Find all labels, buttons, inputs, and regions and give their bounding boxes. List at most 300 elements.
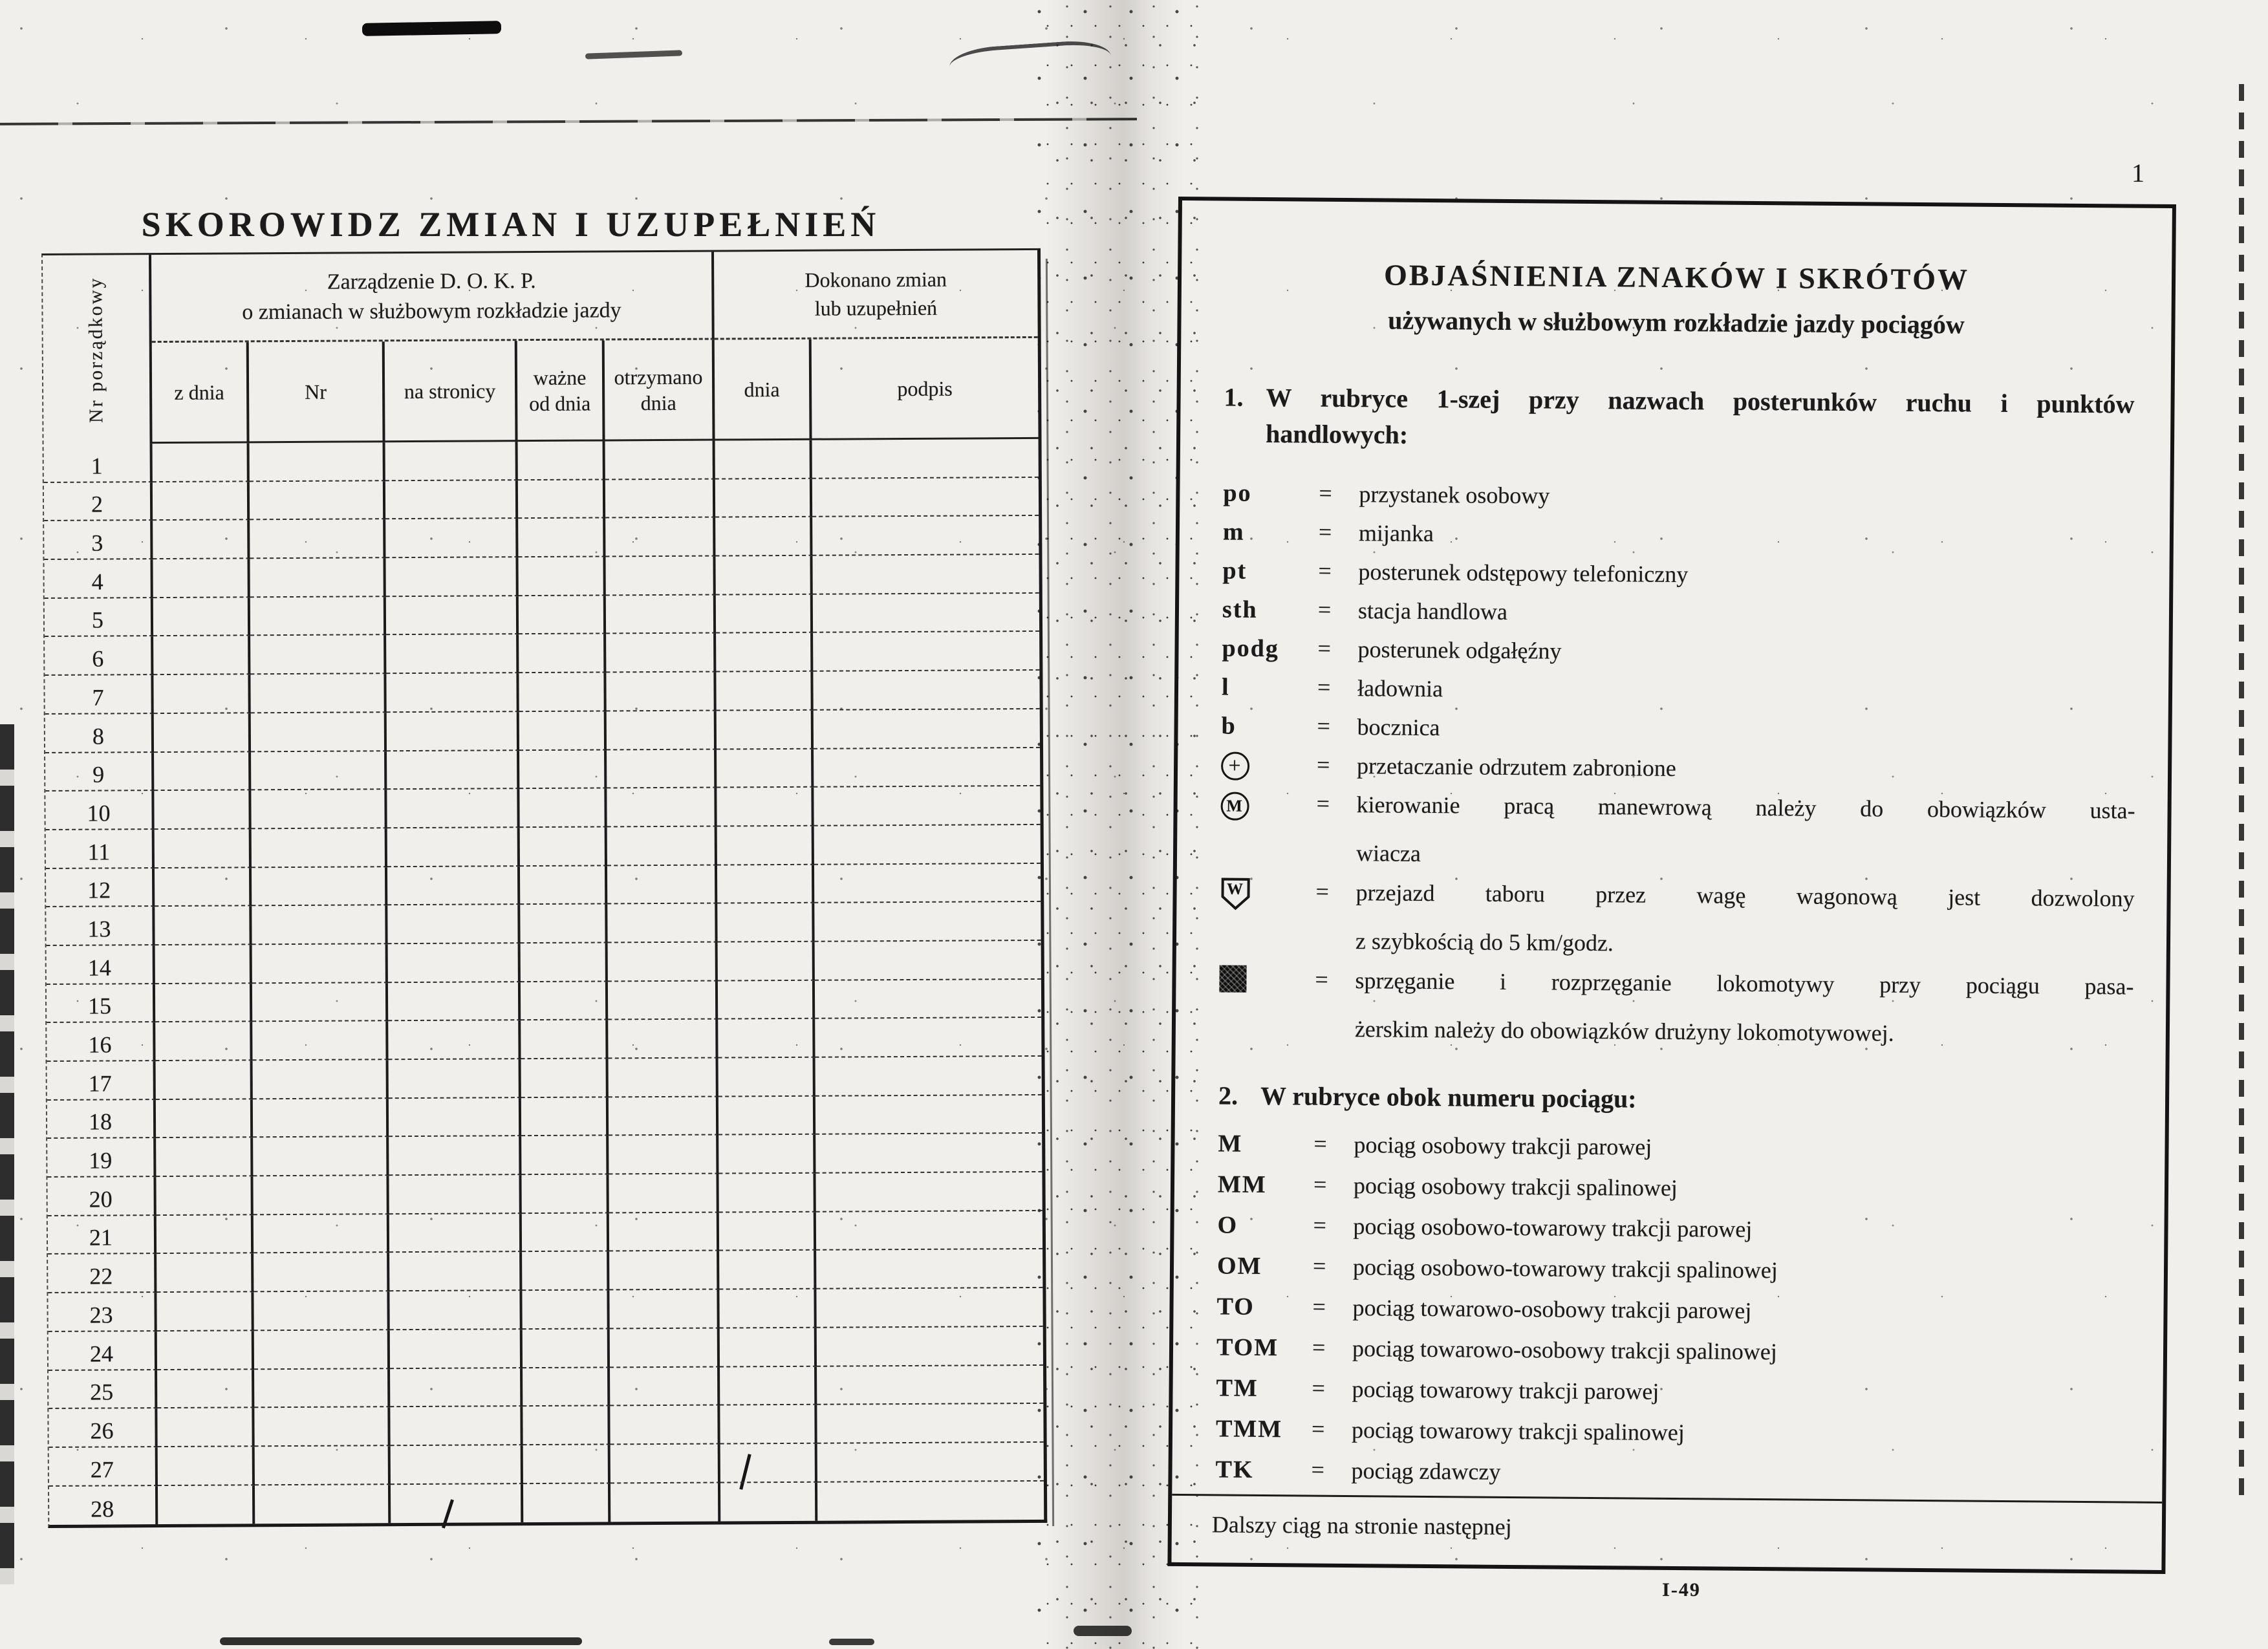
empty-cell: [815, 1172, 1042, 1212]
column-group-order-line1: Zarządzenie D. O. K. P.: [327, 268, 536, 294]
empty-cell: [609, 1212, 719, 1252]
empty-cell: [385, 442, 518, 481]
print-imprint-code: I-49: [1662, 1579, 1701, 1600]
abbr-meaning: [1355, 966, 2134, 1050]
empty-cell: [814, 902, 1041, 942]
shield-w-letter: W: [1227, 880, 1245, 898]
empty-cell: [153, 443, 250, 482]
section2-number: 2.: [1218, 1081, 1238, 1110]
shield-w-icon: [1220, 877, 1251, 911]
column-group-order-line2: o zmianach w służbowym rozkładzie jazdy: [242, 297, 621, 324]
empty-cell: [605, 479, 715, 519]
table-row: [47, 980, 1041, 1024]
empty-cell: [717, 711, 814, 749]
empty-cell: [716, 672, 813, 711]
empty-cell: [155, 984, 252, 1022]
empty-cell: [250, 636, 386, 675]
empty-cell: [521, 1020, 608, 1059]
abbr-label: TM: [1216, 1374, 1258, 1402]
black-square-icon: [1219, 965, 1246, 992]
row-number: 14: [47, 945, 155, 985]
definition-row: [1222, 556, 2137, 602]
empty-cell: [252, 828, 387, 868]
section2-heading-text: W rubryce obok numeru pociągu:: [1260, 1081, 1637, 1114]
row-number: 8: [45, 714, 154, 753]
definition-row: [1216, 1374, 2130, 1421]
table-row: [47, 1095, 1042, 1139]
empty-cell: [606, 673, 716, 712]
page-title: SKOROWIDZ ZMIAN I UZUPEŁNIEŃ: [141, 205, 881, 244]
abbr-label: TMM: [1215, 1415, 1283, 1443]
empty-cell: [154, 713, 251, 752]
empty-cell: [523, 1483, 610, 1522]
empty-cell: [388, 982, 521, 1022]
empty-cell: [522, 1252, 609, 1291]
empty-cell: [605, 518, 715, 557]
row-number: 3: [44, 521, 153, 560]
empty-cell: [254, 1369, 390, 1408]
row-number: 12: [46, 868, 155, 908]
table-row: [45, 709, 1040, 753]
abbr-meaning: [1356, 790, 2135, 874]
equals-sign: =: [1312, 1293, 1326, 1320]
table-row: [47, 1134, 1042, 1178]
symbol-cell: [1219, 965, 1315, 999]
empty-cell: [522, 1291, 609, 1330]
row-number: 18: [47, 1100, 156, 1139]
row-number: 27: [49, 1447, 158, 1487]
table-row: [47, 1057, 1042, 1101]
empty-cell: [605, 441, 715, 480]
empty-cell: [388, 1020, 521, 1060]
empty-cell: [718, 1096, 815, 1135]
definition-row: [1221, 750, 2135, 796]
empty-cell: [154, 752, 251, 791]
column-group-changes-line2: lub uzupełnień: [814, 296, 938, 320]
column-group-order: [151, 252, 715, 343]
table-row: [45, 748, 1040, 792]
equals-sign: =: [1313, 1130, 1327, 1157]
equals-sign: =: [1317, 596, 1332, 623]
empty-cell: [814, 748, 1040, 788]
empty-cell: [156, 1176, 253, 1215]
row-number: 6: [45, 637, 153, 676]
column-header-valid-from: ważne od dnia: [517, 340, 605, 442]
abbr-label: m: [1222, 518, 1245, 546]
empty-cell: [153, 598, 250, 636]
empty-cell: [817, 1365, 1043, 1405]
empty-cell: [254, 1214, 389, 1254]
definition-row: [1222, 595, 2137, 641]
empty-cell: [520, 905, 607, 943]
empty-cell: [813, 632, 1039, 672]
table-row: [45, 632, 1039, 676]
empty-cell: [520, 866, 607, 905]
empty-cell: [717, 788, 814, 826]
empty-cell: [155, 945, 252, 984]
empty-cell: [716, 633, 813, 672]
empty-cell: [523, 1368, 610, 1406]
equals-sign: =: [1312, 1253, 1326, 1279]
empty-cell: [609, 1251, 719, 1291]
abbr-meaning: [1355, 878, 2135, 962]
empty-cell: [155, 868, 252, 907]
empty-cell: [386, 596, 519, 636]
equals-sign: =: [1316, 790, 1330, 817]
legend-box: [1167, 197, 2176, 1574]
abbr-label: TO: [1216, 1293, 1255, 1320]
table-row: [49, 1443, 1044, 1487]
empty-cell: [156, 1138, 253, 1177]
empty-cell: [522, 1213, 609, 1252]
empty-cell: [607, 749, 717, 789]
table-row: [46, 863, 1041, 907]
definition-row: [1223, 517, 2137, 563]
empty-cell: [609, 1174, 718, 1214]
empty-cell: [387, 867, 520, 906]
empty-cell: [390, 1406, 523, 1446]
row-number: 1: [44, 444, 153, 483]
section1-definitions: [1219, 479, 2138, 1063]
row-number: 4: [44, 559, 153, 599]
column-header-ordinal: [43, 255, 153, 444]
empty-cell: [157, 1215, 254, 1254]
table-row: [48, 1211, 1042, 1255]
abbr-meaning: posterunek odstępowy telefoniczny: [1358, 559, 1689, 588]
equals-sign: =: [1312, 1375, 1326, 1401]
equals-sign: =: [1318, 557, 1332, 584]
table-row: [47, 1018, 1041, 1062]
legend-title: OBJAŚNIENIA ZNAKÓW I SKRÓTÓW: [1383, 258, 1970, 296]
table-edge-ghost-line: [1046, 259, 1054, 1526]
abbr-meaning: przetaczanie odrzutem zabronione: [1356, 753, 1676, 782]
empty-cell: [812, 516, 1039, 556]
row-number: 23: [48, 1293, 157, 1332]
empty-cell: [608, 981, 718, 1020]
empty-cell: [388, 943, 521, 983]
empty-cell: [153, 559, 250, 598]
column-header-day: dnia: [715, 339, 812, 441]
empty-cell: [252, 1022, 388, 1061]
empty-cell: [254, 1253, 389, 1293]
column-header-ordinal-label: Nr porządkowy: [85, 276, 107, 423]
empty-cell: [720, 1444, 817, 1483]
row-number: 9: [45, 753, 154, 792]
empty-cell: [156, 1099, 253, 1138]
row-number: 21: [48, 1216, 157, 1255]
empty-cell: [815, 980, 1041, 1020]
empty-cell: [610, 1367, 720, 1406]
table-row: [45, 786, 1040, 830]
empty-cell: [387, 828, 520, 867]
empty-cell: [251, 713, 387, 752]
empty-cell: [607, 865, 717, 905]
definition-row: [1216, 1333, 2131, 1381]
empty-cell: [153, 482, 250, 521]
empty-cell: [254, 1330, 390, 1370]
empty-cell: [253, 1060, 389, 1099]
empty-cell: [250, 597, 386, 636]
empty-cell: [817, 1481, 1044, 1521]
abbr-label: TK: [1215, 1456, 1254, 1483]
empty-cell: [815, 941, 1041, 981]
empty-cell: [720, 1482, 817, 1521]
empty-cell: [607, 711, 717, 750]
empty-cell: [814, 863, 1041, 903]
column-group-changes: [714, 250, 1038, 340]
section1-heading: [1224, 380, 2135, 459]
table-row: [46, 902, 1041, 946]
empty-cell: [718, 1019, 815, 1058]
empty-cell: [253, 1099, 389, 1138]
empty-cell: [610, 1328, 720, 1368]
definition-row: [1222, 673, 2136, 718]
empty-cell: [153, 674, 250, 713]
empty-cell: [157, 1254, 254, 1293]
abbr-label: pt: [1222, 557, 1247, 585]
empty-cell: [813, 594, 1039, 634]
empty-cell: [817, 1404, 1043, 1444]
empty-cell: [521, 1059, 609, 1097]
change-log-table: [41, 248, 1047, 1528]
empty-cell: [606, 595, 716, 634]
abbr-meaning: pociąg osobowo-towarowy trakcji spalinowej: [1352, 1254, 1778, 1284]
empty-cell: [153, 636, 250, 675]
meaning-line1: przejazd taboru przez wagę wagonową jest dozwolony: [1355, 879, 2135, 912]
abbr-meaning: ładownia: [1357, 675, 1443, 702]
row-number: 25: [49, 1370, 157, 1410]
abbr-meaning: pociąg osobowy trakcji parowej: [1354, 1132, 1652, 1160]
abbr-meaning: stacja handlowa: [1357, 598, 1508, 625]
definition-row: [1222, 634, 2136, 680]
definition-row: [1216, 1292, 2131, 1340]
empty-cell: [157, 1370, 254, 1408]
empty-cell: [519, 673, 606, 712]
symbol-cell: [1220, 789, 1316, 821]
meaning-line2: z szybkością do 5 km/godz.: [1355, 928, 1614, 956]
empty-cell: [158, 1447, 255, 1485]
abbr-meaning: pociąg towarowy trakcji spalinowej: [1351, 1417, 1685, 1446]
table-row: [45, 671, 1039, 715]
empty-cell: [518, 441, 605, 480]
table-row: [49, 1404, 1043, 1448]
abbr-label: OM: [1216, 1252, 1262, 1280]
empty-cell: [518, 557, 605, 596]
empty-cell: [720, 1328, 817, 1367]
row-number: 28: [49, 1486, 158, 1525]
empty-cell: [718, 1135, 815, 1174]
table-row: [47, 941, 1041, 985]
empty-cell: [387, 712, 519, 751]
empty-cell: [255, 1446, 391, 1485]
abbr-meaning: pociąg osobowy trakcji spalinowej: [1353, 1172, 1678, 1202]
empty-cell: [812, 555, 1039, 595]
row-number: 19: [47, 1138, 156, 1178]
empty-cell: [715, 440, 812, 479]
row-number: 22: [48, 1255, 157, 1294]
empty-cell: [715, 556, 812, 595]
table-body: [44, 439, 1044, 1525]
abbr-label: l: [1221, 673, 1230, 701]
empty-cell: [254, 1291, 389, 1331]
definition-row: [1217, 1211, 2132, 1258]
meaning-line1: kierowanie pracą manewrową należy do obowiązków usta-: [1356, 792, 2135, 824]
empty-cell: [715, 517, 812, 556]
empty-cell: [252, 867, 387, 907]
empty-cell: [817, 1443, 1044, 1483]
abbr-label: M: [1218, 1130, 1243, 1158]
empty-cell: [519, 789, 607, 828]
page-top-rule: [0, 118, 1137, 125]
abbr-meaning: mijanka: [1358, 520, 1434, 547]
empty-cell: [253, 1137, 389, 1177]
equals-sign: =: [1313, 1212, 1327, 1238]
equals-sign: =: [1317, 674, 1331, 700]
empty-cell: [250, 674, 386, 713]
empty-cell: [608, 942, 718, 982]
table-row: [48, 1288, 1042, 1332]
symbol-cell: [1221, 750, 1317, 781]
row-number: 5: [45, 598, 153, 638]
equals-sign: =: [1312, 1334, 1326, 1361]
equals-sign: =: [1317, 713, 1331, 739]
empty-cell: [605, 557, 715, 596]
section2-definitions: [1215, 1129, 2132, 1503]
equals-sign: =: [1311, 1456, 1325, 1483]
empty-cell: [610, 1444, 720, 1483]
legend-box-inner: [1171, 200, 2172, 1570]
empty-cell: [250, 520, 385, 559]
abbr-label: MM: [1217, 1170, 1267, 1199]
empty-cell: [720, 1366, 817, 1405]
row-number: 24: [49, 1331, 157, 1371]
row-number: 20: [47, 1177, 156, 1216]
table-header: [43, 250, 1039, 444]
section1-heading-line1: W rubryce 1-szej przy nazwach posterunków ruchu i punktów: [1266, 383, 2135, 419]
empty-cell: [390, 1368, 523, 1408]
empty-cell: [523, 1406, 610, 1445]
abbr-meaning: przystanek osobowy: [1359, 481, 1550, 509]
empty-cell: [610, 1406, 720, 1445]
continuation-note: Dalszy ciąg na stronie następnej: [1211, 1511, 1512, 1540]
column-header-signature: podpis: [812, 338, 1039, 440]
empty-cell: [718, 942, 815, 981]
row-number: 7: [45, 675, 153, 715]
empty-cell: [387, 905, 520, 944]
row-number: 2: [44, 482, 153, 522]
table-row: [49, 1365, 1043, 1409]
empty-cell: [254, 1407, 390, 1447]
empty-cell: [389, 1291, 522, 1330]
table-row: [48, 1249, 1042, 1293]
empty-cell: [816, 1211, 1042, 1251]
empty-cell: [717, 749, 814, 788]
definition-row: [1218, 1170, 2132, 1218]
empty-cell: [519, 750, 607, 789]
meaning-line2: wiacza: [1355, 840, 1421, 867]
definition-row: [1218, 1129, 2132, 1177]
empty-cell: [607, 904, 717, 943]
empty-cell: [390, 1330, 523, 1369]
definition-row: [1216, 1414, 2130, 1462]
empty-cell: [815, 1134, 1042, 1174]
empty-cell: [521, 1174, 609, 1213]
empty-cell: [255, 1485, 391, 1524]
column-header-on-page: na stronicy: [385, 341, 518, 442]
legend-subtitle: używanych w służbowym rozkładzie jazdy pociągów: [1388, 305, 1965, 339]
empty-cell: [610, 1483, 720, 1522]
empty-cell: [718, 980, 815, 1019]
equals-sign: =: [1316, 751, 1330, 778]
definition-row: [1221, 711, 2135, 757]
empty-cell: [814, 825, 1041, 865]
section2-heading: [1218, 1077, 2129, 1121]
empty-cell: [385, 480, 518, 520]
symbol-cell: [1220, 877, 1315, 918]
table-row: [47, 1172, 1042, 1216]
empty-cell: [250, 442, 385, 482]
empty-cell: [389, 1214, 522, 1253]
column-header-from-date: z dnia: [152, 342, 250, 444]
empty-cell: [386, 635, 519, 674]
table-row: [46, 825, 1041, 869]
empty-cell: [521, 1136, 609, 1175]
empty-cell: [609, 1290, 719, 1330]
column-header-received: otrzymano dnia: [605, 340, 715, 442]
empty-cell: [717, 826, 814, 865]
equals-sign: =: [1315, 966, 1328, 993]
empty-cell: [814, 786, 1040, 826]
empty-cell: [715, 479, 812, 517]
empty-cell: [519, 711, 607, 750]
empty-cell: [523, 1329, 610, 1368]
row-number: 10: [45, 791, 154, 830]
empty-cell: [716, 595, 813, 634]
definition-row: [1219, 965, 2134, 1062]
empty-cell: [154, 791, 251, 830]
empty-cell: [521, 1097, 609, 1136]
empty-cell: [718, 1174, 815, 1212]
scan-edge-right: [2239, 84, 2244, 1507]
empty-cell: [607, 826, 717, 866]
empty-cell: [718, 1058, 815, 1097]
table-row: [49, 1327, 1043, 1371]
equals-sign: =: [1313, 1171, 1327, 1198]
empty-cell: [153, 521, 250, 559]
section1-number: 1.: [1224, 382, 1244, 412]
empty-cell: [252, 983, 388, 1022]
empty-cell: [720, 1405, 817, 1444]
empty-cell: [815, 1018, 1041, 1058]
empty-cell: [391, 1484, 523, 1524]
empty-cell: [157, 1292, 254, 1331]
table-row: [45, 594, 1039, 638]
empty-cell: [519, 596, 606, 634]
empty-cell: [521, 943, 608, 982]
abbr-label: podg: [1222, 634, 1279, 663]
empty-cell: [717, 903, 814, 942]
table-row: [49, 1481, 1044, 1525]
circle-plus-icon: +: [1221, 751, 1249, 780]
empty-cell: [250, 481, 385, 521]
section1-heading-line2: handlowych:: [1265, 419, 1409, 449]
empty-cell: [251, 790, 387, 829]
empty-cell: [158, 1485, 255, 1524]
equals-sign: =: [1319, 480, 1332, 506]
abbr-meaning: pociąg towarowo-osobowy trakcji parowej: [1352, 1295, 1752, 1324]
empty-cell: [155, 1022, 252, 1061]
empty-cell: [814, 709, 1040, 749]
